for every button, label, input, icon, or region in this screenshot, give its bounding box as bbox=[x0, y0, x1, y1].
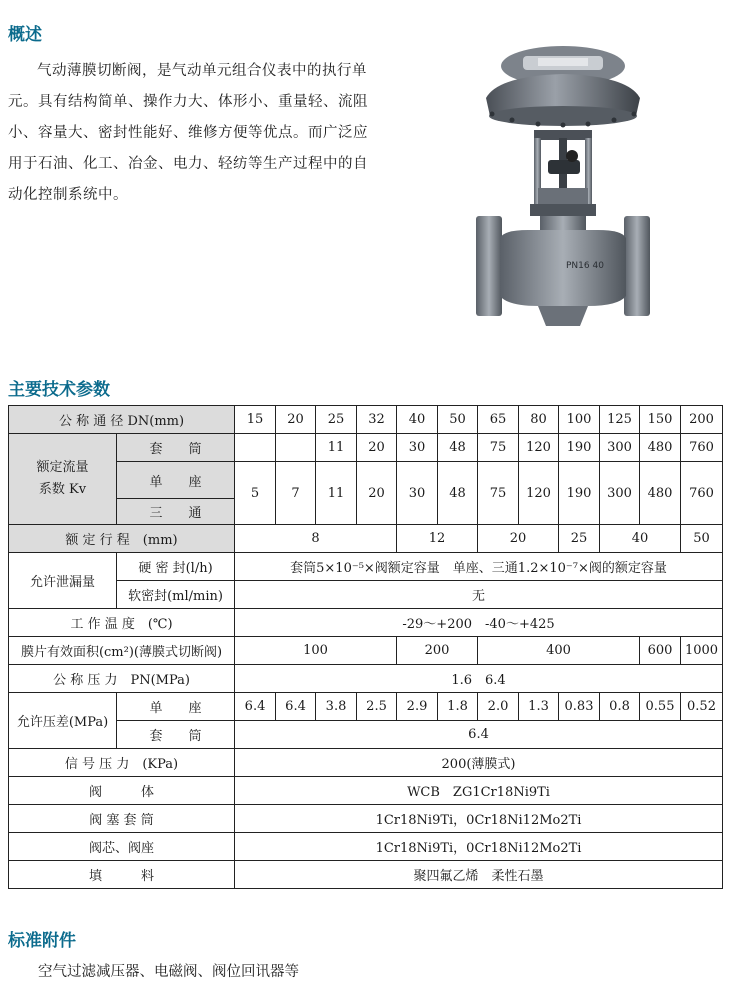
row-body bbox=[9, 777, 723, 805]
core-value: 1Cr18Ni9Ti，0Cr18Ni12Mo2Ti bbox=[235, 833, 723, 861]
sleeve-kv-cell: 760 bbox=[681, 434, 723, 462]
dn-cell: 125 bbox=[600, 406, 640, 434]
dn-cell: 25 bbox=[316, 406, 357, 434]
area-cell: 1000 bbox=[681, 637, 723, 665]
valve-marking: PN16 40 bbox=[566, 261, 604, 271]
sleeve-kv-cell: 20 bbox=[357, 434, 397, 462]
row-travel bbox=[9, 525, 723, 553]
plug-value: 1Cr18Ni9Ti，0Cr18Ni12Mo2Ti bbox=[235, 805, 723, 833]
overview-line: 元。具有结构简单、操作力大、体形小、重量轻、流阻 bbox=[8, 94, 368, 110]
dp-cell: 3.8 bbox=[316, 693, 357, 721]
signal-label: 信 号 压 力 (KPa) bbox=[9, 749, 235, 777]
single-kv-cell: 120 bbox=[519, 462, 559, 525]
travel-cell: 50 bbox=[681, 525, 723, 553]
accessories-text: 空气过滤减压器、电磁阀、阀位回讯器等 bbox=[38, 964, 299, 980]
sleeve-kv-cell: 30 bbox=[397, 434, 438, 462]
three-label: 三 通 bbox=[117, 499, 235, 525]
specs-heading: 主要技术参数 bbox=[8, 380, 110, 400]
empty-cell bbox=[276, 434, 316, 462]
single-kv-cell: 20 bbox=[357, 462, 397, 525]
sleeve-kv-cell: 300 bbox=[600, 434, 640, 462]
accessories-heading: 标准附件 bbox=[8, 931, 76, 951]
dn-cell: 15 bbox=[235, 406, 276, 434]
dn-cell: 200 bbox=[681, 406, 723, 434]
dn-cell: 50 bbox=[438, 406, 478, 434]
travel-cell: 40 bbox=[600, 525, 681, 553]
row-pn bbox=[9, 665, 723, 693]
row-signal bbox=[9, 749, 723, 777]
dp-cell: 0.52 bbox=[681, 693, 723, 721]
row-dp-sleeve bbox=[9, 721, 723, 749]
sleeve-kv-cell: 120 bbox=[519, 434, 559, 462]
temp-value: -29～+200 -40～+425 bbox=[235, 609, 723, 637]
dp-cell: 2.5 bbox=[357, 693, 397, 721]
overview-line: 动化控制系统中。 bbox=[8, 187, 128, 203]
row-area bbox=[9, 637, 723, 665]
sleeve-label: 套 筒 bbox=[117, 434, 235, 462]
leak-label: 允许泄漏量 bbox=[9, 553, 117, 609]
empty-cell bbox=[235, 434, 276, 462]
single-label: 单 座 bbox=[117, 462, 235, 499]
dn-cell: 40 bbox=[397, 406, 438, 434]
dp-label: 允许压差(MPa) bbox=[9, 693, 117, 749]
travel-cell: 12 bbox=[397, 525, 478, 553]
dp-cell: 2.9 bbox=[397, 693, 438, 721]
row-kv-sleeve bbox=[9, 434, 723, 462]
single-kv-cell: 11 bbox=[316, 462, 357, 525]
packing-value: 聚四氟乙烯 柔性石墨 bbox=[235, 861, 723, 889]
row-dp-single bbox=[9, 693, 723, 721]
dp-cell: 6.4 bbox=[276, 693, 316, 721]
area-cell: 400 bbox=[478, 637, 640, 665]
specs-table bbox=[8, 405, 723, 889]
single-kv-cell: 30 bbox=[397, 462, 438, 525]
soft-value: 无 bbox=[235, 581, 723, 609]
dp-sleeve-label: 套 筒 bbox=[117, 721, 235, 749]
dp-cell: 0.8 bbox=[600, 693, 640, 721]
dp-cell: 2.0 bbox=[478, 693, 519, 721]
dp-cell: 0.55 bbox=[640, 693, 681, 721]
single-kv-cell: 75 bbox=[478, 462, 519, 525]
pn-value: 1.6 6.4 bbox=[235, 665, 723, 693]
dn-label: 公 称 通 径 DN(mm) bbox=[9, 406, 235, 434]
travel-cell: 20 bbox=[478, 525, 559, 553]
sleeve-kv-cell: 190 bbox=[559, 434, 600, 462]
row-leak-soft bbox=[9, 581, 723, 609]
area-cell: 100 bbox=[235, 637, 397, 665]
single-kv-cell: 7 bbox=[276, 462, 316, 525]
hard-label: 硬 密 封(l/h) bbox=[117, 553, 235, 581]
packing-label: 填 料 bbox=[9, 861, 235, 889]
single-kv-cell: 760 bbox=[681, 462, 723, 525]
row-plug bbox=[9, 805, 723, 833]
sleeve-kv-cell: 48 bbox=[438, 434, 478, 462]
dp-cell: 0.83 bbox=[559, 693, 600, 721]
dn-cell: 20 bbox=[276, 406, 316, 434]
soft-label: 软密封(ml/min) bbox=[117, 581, 235, 609]
row-temp bbox=[9, 609, 723, 637]
single-kv-cell: 48 bbox=[438, 462, 478, 525]
pn-label: 公 称 压 力 PN(MPa) bbox=[9, 665, 235, 693]
dp-cell: 1.8 bbox=[438, 693, 478, 721]
row-leak-hard bbox=[9, 553, 723, 581]
area-cell: 600 bbox=[640, 637, 681, 665]
row-dn bbox=[9, 406, 723, 434]
dp-sleeve-value: 6.4 bbox=[235, 721, 723, 749]
core-label: 阀芯、阀座 bbox=[9, 833, 235, 861]
dn-cell: 32 bbox=[357, 406, 397, 434]
overview-heading: 概述 bbox=[8, 25, 42, 45]
travel-cell: 8 bbox=[235, 525, 397, 553]
single-kv-cell: 480 bbox=[640, 462, 681, 525]
hard-value: 套筒5×10⁻⁵×阀额定容量 单座、三通1.2×10⁻⁷×阀的额定容量 bbox=[235, 553, 723, 581]
single-kv-cell: 300 bbox=[600, 462, 640, 525]
single-kv-cell: 190 bbox=[559, 462, 600, 525]
dp-cell: 1.3 bbox=[519, 693, 559, 721]
dp-cell: 6.4 bbox=[235, 693, 276, 721]
area-cell: 200 bbox=[397, 637, 478, 665]
plug-label: 阀 塞 套 筒 bbox=[9, 805, 235, 833]
sleeve-kv-cell: 480 bbox=[640, 434, 681, 462]
sleeve-kv-cell: 75 bbox=[478, 434, 519, 462]
dp-single-label: 单 座 bbox=[117, 693, 235, 721]
overview-text bbox=[8, 56, 408, 211]
kv-label: 额定流量 系数 Kv bbox=[9, 434, 117, 525]
single-kv-cell: 5 bbox=[235, 462, 276, 525]
area-label: 膜片有效面积(cm²)(薄膜式切断阀) bbox=[9, 637, 235, 665]
body-value: WCB ZG1Cr18Ni9Ti bbox=[235, 777, 723, 805]
dn-cell: 80 bbox=[519, 406, 559, 434]
sleeve-kv-cell: 11 bbox=[316, 434, 357, 462]
row-kv-single bbox=[9, 462, 723, 499]
dn-cell: 150 bbox=[640, 406, 681, 434]
row-packing bbox=[9, 861, 723, 889]
dn-cell: 100 bbox=[559, 406, 600, 434]
overview-line: 用于石油、化工、冶金、电力、轻纺等生产过程中的自 bbox=[8, 156, 368, 172]
temp-label: 工 作 温 度 (℃) bbox=[9, 609, 235, 637]
travel-label: 额 定 行 程 (mm) bbox=[9, 525, 235, 553]
dn-cell: 65 bbox=[478, 406, 519, 434]
valve-photo bbox=[468, 38, 658, 328]
signal-value: 200(薄膜式) bbox=[235, 749, 723, 777]
overview-line: 小、容量大、密封性能好、维修方便等优点。而广泛应 bbox=[8, 125, 368, 141]
body-label: 阀 体 bbox=[9, 777, 235, 805]
row-core bbox=[9, 833, 723, 861]
overview-line: 气动薄膜切断阀，是气动单元组合仪表中的执行单 bbox=[37, 63, 367, 79]
travel-cell: 25 bbox=[559, 525, 600, 553]
